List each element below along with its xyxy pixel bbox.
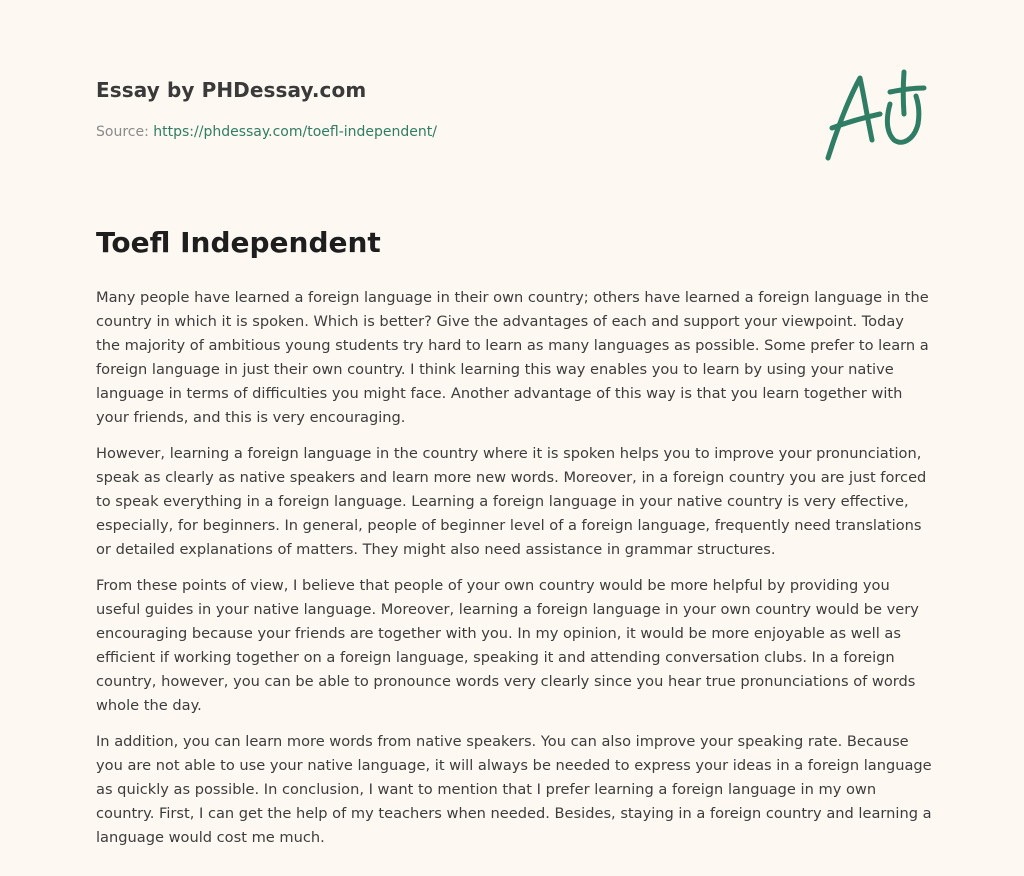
a-plus-logo-svg: [820, 66, 930, 166]
essay-paragraph: However, learning a foreign language in the country where it is spoken helps you to improve your pronunciation, speak as clearly as native speakers and learn more new words. Moreover, in a foreign country you are just forced to speak everything in a foreign language. Learning a foreign language in your native country is very effective, especially, for beginners. In general, people of beginner level of a foreign language, frequently need translations or detailed explanations of matters. They might also need assistance in grammar structures.: [96, 445, 927, 558]
essay-paragraph: From these points of view, I believe that people of your own country would be more helpful by providing you useful guides in your native language. Moreover, learning a foreign language in your own country would be very encouraging because your friends are together with you. In my opinion, it would be more enjoyable as well as efficient if working together on a foreign language, speaking it and attending conversation clubs. In a foreign country, however, you can be able to pronounce words very clearly since you hear true pronunciations of words whole the day.: [96, 577, 919, 714]
essay-paragraph: In addition, you can learn more words from native speakers. You can also improve your speaking rate. Because you are not able to use your native language, it will always be needed to express your ideas in a foreign language as quickly as possible. In conclusion, I want to mention that I prefer learning a foreign language in my own country. First, I can get the help of my teachers when needed. Besides, staying in a foreign country and learning a language would cost me much.: [96, 733, 932, 846]
essay-title: Toefl Independent: [96, 226, 381, 259]
a-plus-logo-stroke-plus-vertical: [903, 72, 904, 114]
site-brand: Essay by PHDessay.com: [96, 78, 367, 102]
a-plus-logo-stroke-plus-horizontal: [890, 88, 924, 92]
source-link[interactable]: https://phdessay.com/toefl-independent/: [153, 124, 437, 140]
essay-paragraph: Many people have learned a foreign language in their own country; others have learned a foreign language in the country in which it is spoken. Which is better? Give the advantages of each and support your viewpoint. Today the majority of ambitious young students try hard to learn as many languages as possible. Some prefer to learn a foreign language in just their own country. I think learning this way enables you to learn by using your native language in terms of difficulties you might face. Another advantage of this way is that you learn together with your friends, and this is very encouraging.: [96, 289, 929, 426]
essay-body: [96, 286, 932, 862]
source-label: Source:: [96, 124, 149, 140]
source-line: [96, 124, 437, 140]
a-plus-logo-icon: [820, 66, 930, 166]
